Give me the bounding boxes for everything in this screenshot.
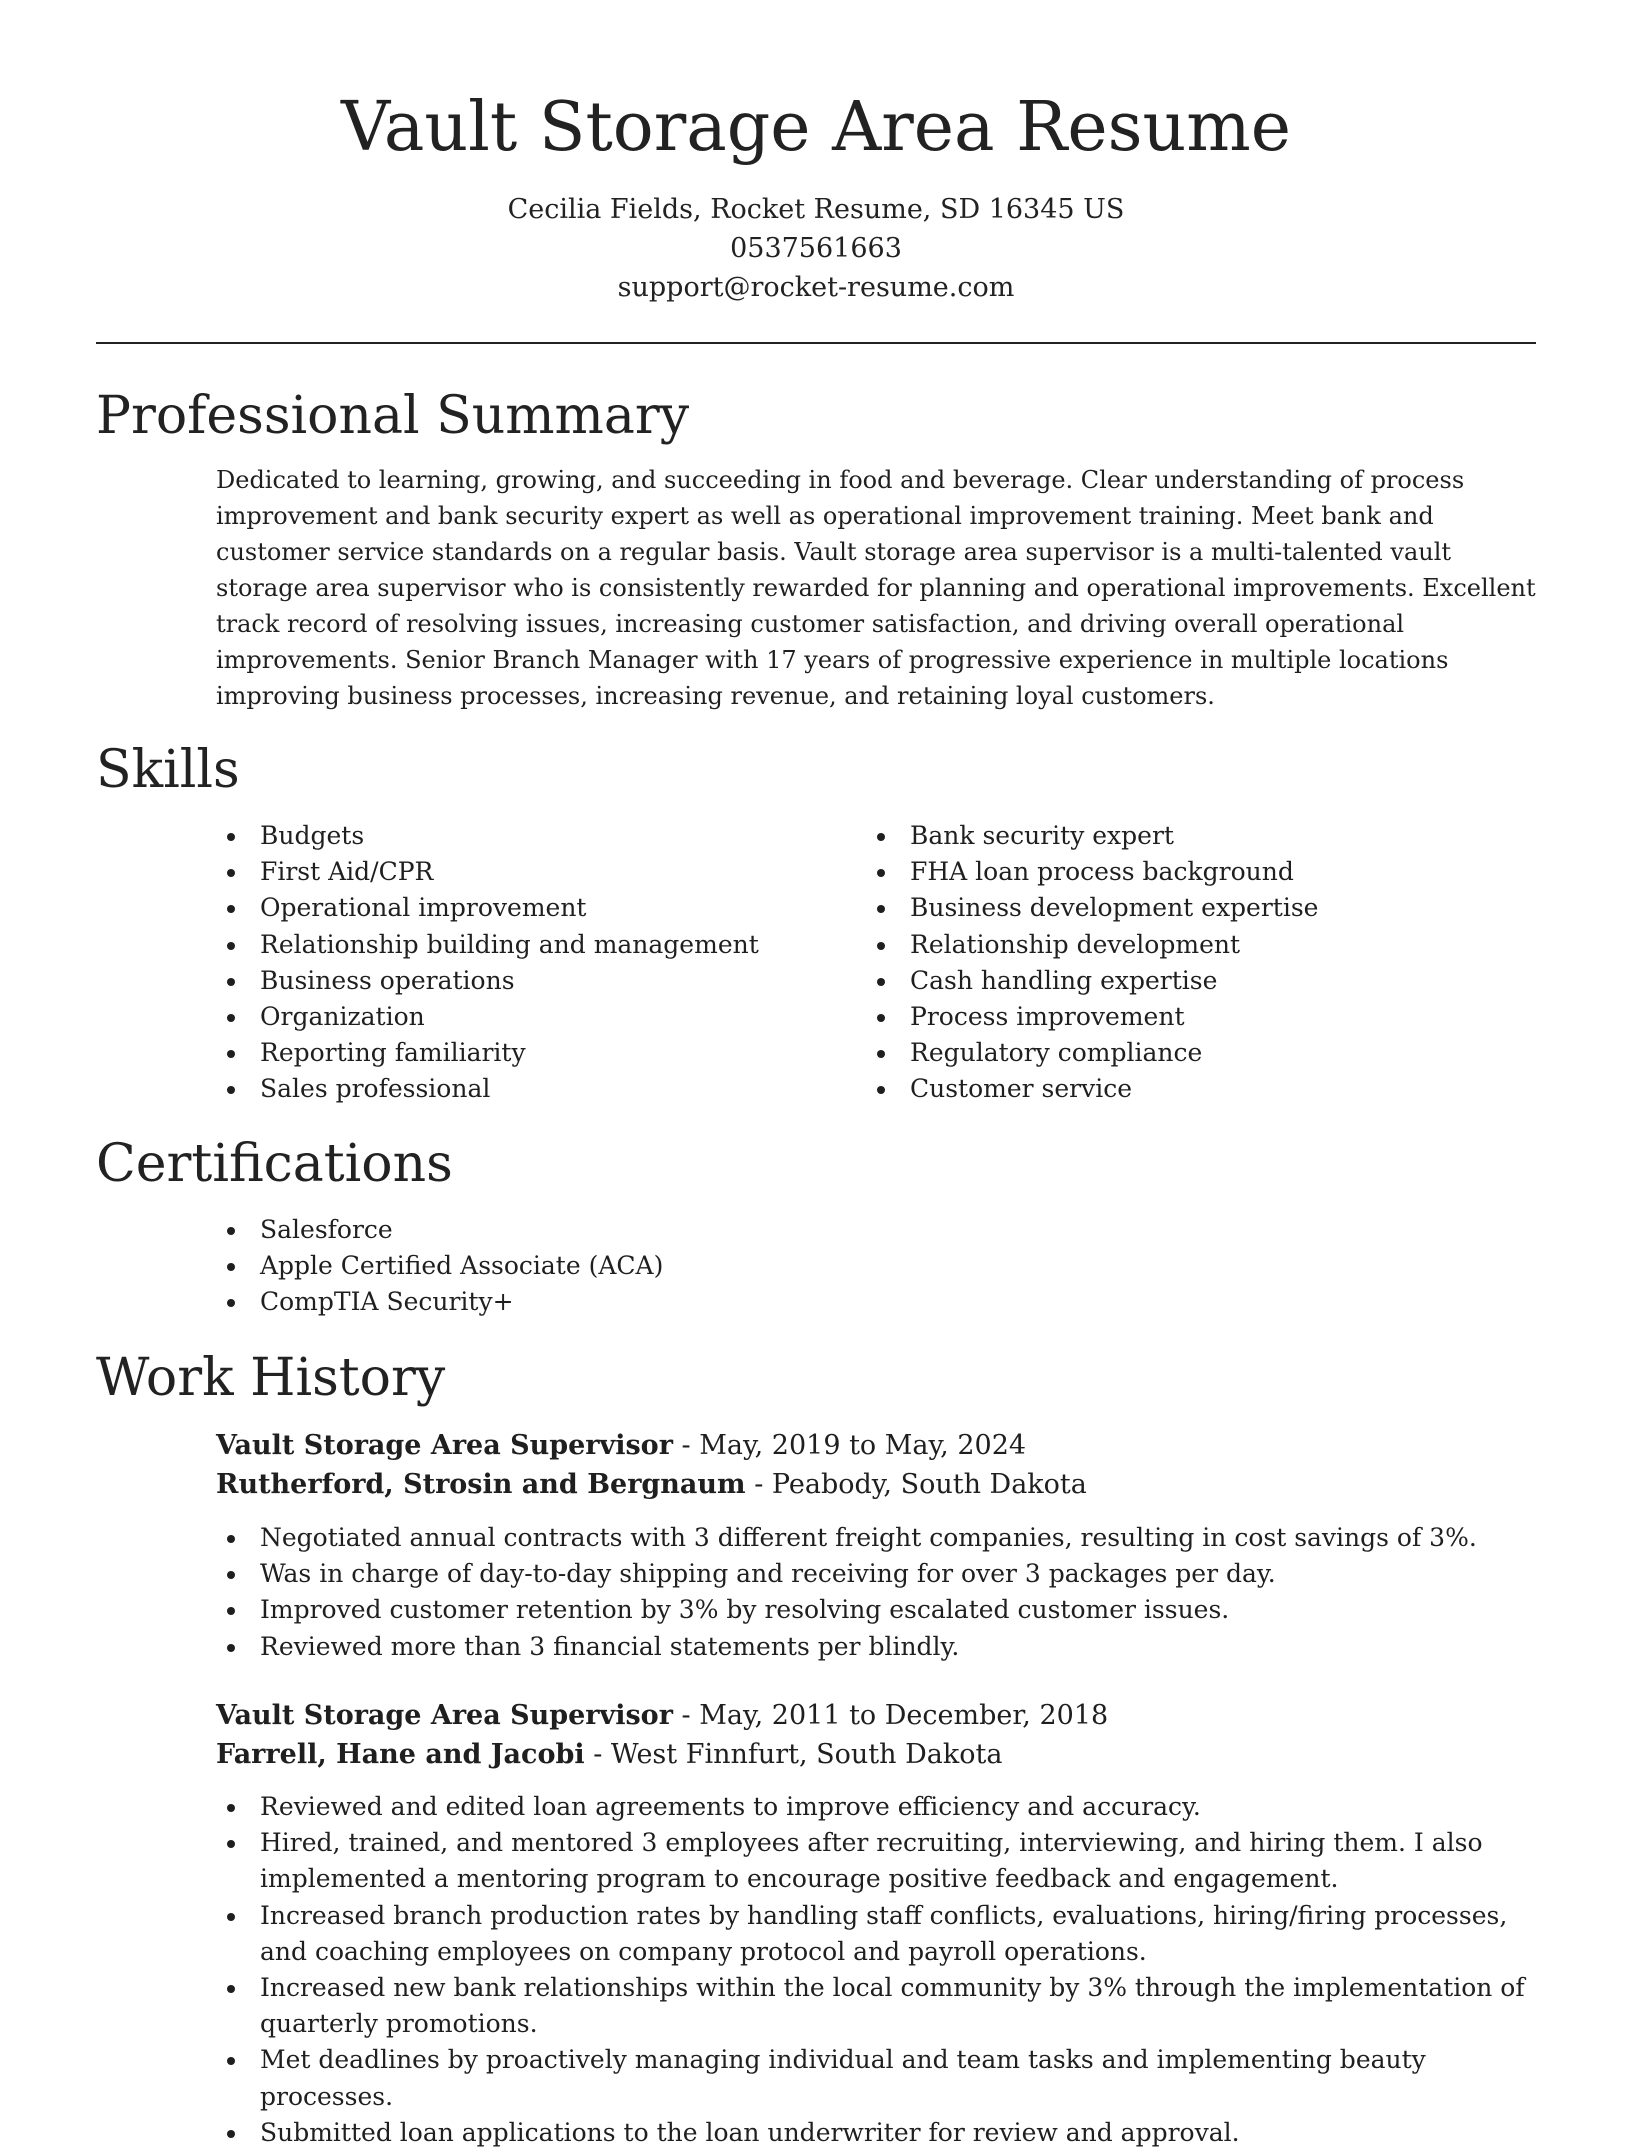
list-item: CompTIA Security+ [216,1284,1516,1320]
list-item: Salesforce [216,1212,1516,1248]
list-item: Met deadlines by proactively managing individual and team tasks and implementing beauty processes. [216,2042,1546,2114]
summary-heading: Professional Summary [96,386,690,446]
list-item: Bank security expert [866,818,1526,854]
list-item: Improved customer retention by 3% by resolving escalated customer issues. [216,1592,1546,1628]
header-divider [96,342,1536,344]
list-item: Negotiated annual contracts with 3 different freight companies, resulting in cost savings of 3%. [216,1520,1546,1556]
skills-list-left [216,818,816,1108]
job-title-line [216,1426,1026,1466]
certifications-heading: Certifications [96,1134,453,1194]
job-company: Rutherford, Strosin and Bergnaum [216,1469,746,1500]
job-location: - Peabody, South Dakota [745,1469,1087,1500]
phone: 0537561663 [730,233,902,264]
list-item: Submitted loan applications to the loan underwriter for review and approval. [216,2115,1546,2151]
list-item: Sales professional [216,1071,816,1107]
list-item: Was in charge of day-to-day shipping and receiving for over 3 packages per day. [216,1556,1546,1592]
list-item: Reporting familiarity [216,1035,816,1071]
resume-title: Vault Storage Area Resume [340,88,1292,167]
job-location: - West Finnfurt, South Dakota [584,1739,1003,1770]
skills-heading: Skills [96,740,240,800]
list-item: Reviewed more than 3 financial statements per blindly. [216,1629,1546,1665]
list-item: Hired, trained, and mentored 3 employees after recruiting, interviewing, and hiring them. I also implemented a mentoring program to encourage positive feedback and engagement. [216,1825,1546,1897]
list-item: Relationship building and management [216,927,816,963]
job-bullets [216,1520,1546,1665]
list-item: Business development expertise [866,890,1526,926]
work-history-heading: Work History [96,1348,446,1408]
job-title-line [216,1696,1108,1736]
list-item: FHA loan process background [866,854,1526,890]
list-item: Regulatory compliance [866,1035,1526,1071]
job-bullets [216,1789,1546,2151]
job-company-line [216,1465,1087,1505]
address: Cecilia Fields, Rocket Resume, SD 16345 US [507,194,1125,225]
job-title: Vault Storage Area Supervisor [216,1430,673,1461]
skills-list-right [866,818,1526,1108]
list-item: Budgets [216,818,816,854]
job-dates: - May, 2011 to December, 2018 [672,1700,1109,1731]
list-item: Increased new bank relationships within the local community by 3% through the implementation of quarterly promotions. [216,1970,1546,2042]
contact-block [0,190,1632,307]
list-item: Cash handling expertise [866,963,1526,999]
email: support@rocket-resume.com [617,272,1015,303]
list-item: Customer service [866,1071,1526,1107]
list-item: Relationship development [866,927,1526,963]
job-company-line [216,1735,1002,1775]
list-item: Apple Certified Associate (ACA) [216,1248,1516,1284]
list-item: First Aid/CPR [216,854,816,890]
list-item: Operational improvement [216,890,816,926]
certifications-list [216,1212,1516,1321]
list-item: Increased branch production rates by handling staff conflicts, evaluations, hiring/firing processes, and coaching employees on company protocol and payroll operations. [216,1898,1546,1970]
list-item: Reviewed and edited loan agreements to improve efficiency and accuracy. [216,1789,1546,1825]
job-dates: - May, 2019 to May, 2024 [672,1430,1027,1461]
job-title: Vault Storage Area Supervisor [216,1700,673,1731]
list-item: Process improvement [866,999,1526,1035]
list-item: Business operations [216,963,816,999]
summary-text: Dedicated to learning, growing, and succeeding in food and beverage. Clear understanding of process improvement and bank security expert as well as operational improvement training. Meet bank and customer service standards on a regular basis. Vault storage area supervisor is a multi-talented vault storage area supervisor who is consistently rewarded for planning and operational improvements. Excellent track record of resolving issues, increasing customer satisfaction, and driving overall operational improvements. Senior Branch Manager with 17 years of progressive experience in multiple locations improving business processes, increasing revenue, and retaining loyal customers. [216,466,1536,710]
list-item: Organization [216,999,816,1035]
job-company: Farrell, Hane and Jacobi [216,1739,585,1770]
